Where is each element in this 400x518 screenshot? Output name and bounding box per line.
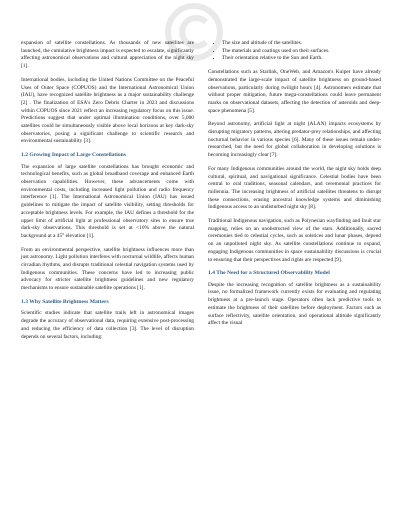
section-heading: 1.2 Growing Impact of Large Constellations xyxy=(21,152,126,159)
paragraph: Constellations such as Starlink, OneWeb, and Amazon's Kuiper have already demonstrated the large-scale impact of satellite brightness on ground-based observations, particularly during twilight hours [4]. Astronomers estimate that without proper mitigation, future mega-constellations could leave permanent marks on observational datasets, affecting the detection of asteroids and deep-space phenomena [5]. xyxy=(208,69,381,114)
paragraph: Traditional Indigenous navigation, such as Polynesian wayfinding and Inuit star mapping, relies on an unobstructed view of the stars. Additionally, sacred ceremonies tied to celestial cycles, such as solstices and lunar phases, depend on an unpolluted night sky. As satellite constellations continue to expand, engaging Indigenous communities in space sustainability discussions is crucial to ensuring that their perspectives and rights are respected [9]. xyxy=(208,218,381,263)
paragraph: International bodies, including the United Nations Committee on the Peaceful Uses of Outer Space (COPUOS) and the International Astronomical Union (IAU), have recognized satellite brightness as a major sustainability challenge [2] . The finalization of ESA's Zero Debris Charter in 2023 and discussions within COPUOS since 2021 reflect an increasing regulatory focus on this issue. Predictions suggest that under optimal illumination conditions, over 5,000 satellites could be simultaneously visible above local horizons at key dark-sky observatories, posing a significant challenge to scientific research and environmental sustainability [3]. xyxy=(21,76,194,145)
left-column xyxy=(21,40,194,347)
paragraph: Scientific studies indicate that satellite trails left in astronomical images degrade the accuracy of observational data, requiring extensive post-processing and reducing the efficiency of data collection [3]. The level of disruption depends on several factors, including: xyxy=(21,310,194,340)
right-column xyxy=(208,40,381,334)
paragraph: Beyond astronomy, artificial light at night (ALAN) impacts ecosystems by disrupting migratory patterns, altering predator-prey relationships, and affecting nocturnal behavior in various species [6]. Many of these issues remain under-researched, but the need for global collaboration in developing solutions is becoming increasingly clear [7]. xyxy=(208,121,381,159)
section-heading: 1.4 The Need for a Structured Observability Model xyxy=(208,270,330,277)
paragraph: The expansion of large satellite constellations has brought economic and technological benefits, such as global broadband coverage and enhanced Earth observation capabilities. However, these advancements come with environmental costs, including increased light pollution and radio frequency interference [1]. The International Astronomical Union (IAU) has issued guidelines to mitigate the impact of satellite visibility, setting thresholds for acceptable brightness levels. For example, the IAU defines a threshold for the upper limit of artificial light at professional observatory sites to ensure true dark-sky observations. This threshold is set at <10% above the natural background at a 45° elevation [1]. xyxy=(21,163,194,239)
list-item: • The materials and coatings used on their surfaces. xyxy=(222,48,381,56)
paragraph: From an environmental perspective, satellite brightness influences more than just astronomy. Light pollution interferes with nocturnal wildlife, affects human circadian rhythms, and disrupts traditional celestial navigation systems used by Indigenous communities. These concerns have led to increasing public advocacy for stricter satellite brightness guidelines and new regulatory mechanisms to ensure sustainable satellite operations [1]. xyxy=(21,246,194,292)
section-heading: 1.3 Why Satellite Brightness Matters xyxy=(21,298,109,305)
paragraph: expansion of satellite constellations. As thousands of new satellites are launched, the cumulative brightness impact is expected to escalate, significantly affecting astronomical observations and cultural appreciation of the night sky [1]. xyxy=(21,40,194,70)
bullet-list xyxy=(208,40,381,63)
paragraph: For many Indigenous communities around the world, the night sky holds deep cultural, spiritual, and navigational significance. Celestial bodies have been central to oral traditions, seasonal calendars, and ceremonial practices for millennia. The increasing brightness of artificial satellites threatens to disrupt these connections, erasing ancestral knowledge systems and diminishing Indigenous access to an undisturbed night sky [8]. xyxy=(208,165,381,211)
list-item: • The size and altitude of the satellites. xyxy=(222,40,381,48)
list-item: • Their orientation relative to the Sun and Earth. xyxy=(222,55,381,63)
paragraph: Despite the increasing recognition of satellite brightness as a sustainability issue, no formalized framework currently exists for evaluating and regulating brightness at a pre-launch stage. Operators often lack predictive tools to estimate the brightness of their satellites before deployment. Factors such as surface reflectivity, satellite orientation, and operational altitude significantly affect the visual xyxy=(208,281,381,327)
